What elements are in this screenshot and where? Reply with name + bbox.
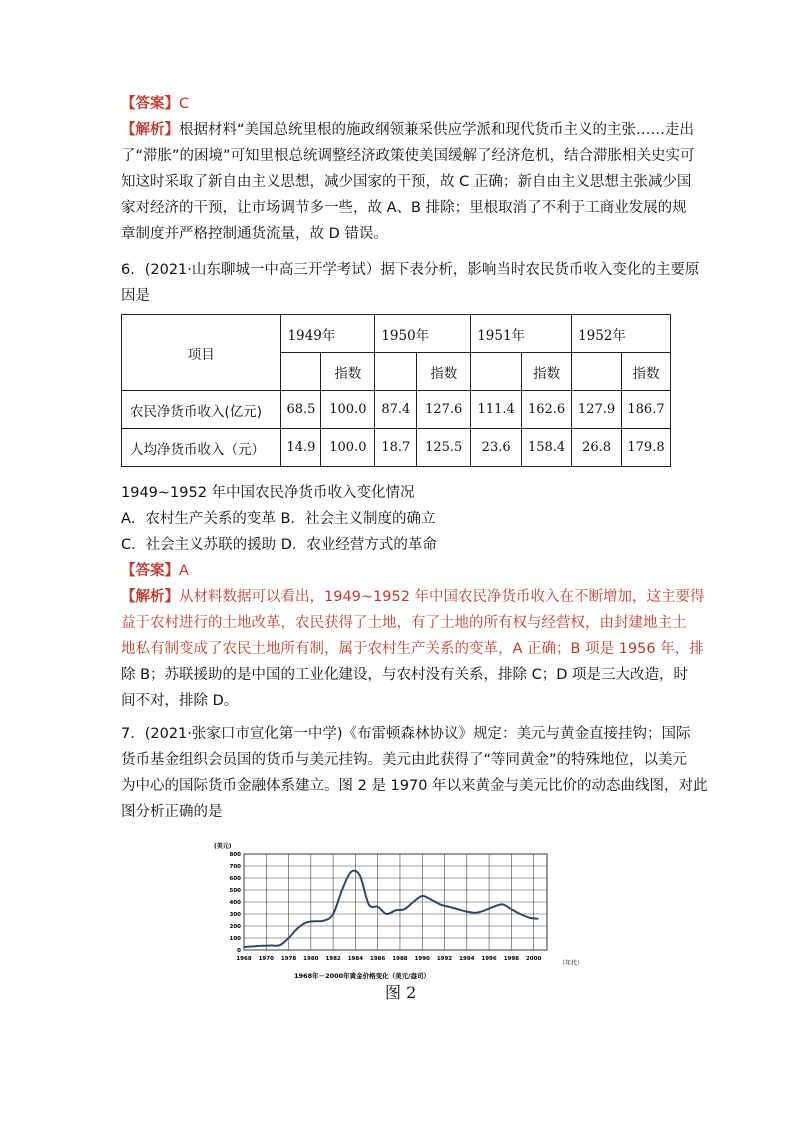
year-header: 1951年 — [471, 315, 572, 353]
data-point — [493, 906, 494, 907]
row-label: 人均净货币收入（元） — [122, 429, 281, 467]
index-header: 指数 — [522, 353, 572, 391]
q7-stem-line-2: 货币基金组织会员国的货币与美元挂钩。美元由此获得了“等同黄金”的特殊地位，以美元 — [121, 752, 688, 768]
answer-tag: 【答案】 — [121, 563, 179, 579]
data-point — [448, 906, 449, 907]
x-tick-label: 1978 — [280, 956, 297, 962]
data-point — [297, 928, 298, 929]
data-point — [279, 945, 280, 946]
table-cell: 125.5 — [417, 429, 471, 467]
table-cell: 162.6 — [522, 391, 572, 429]
index-header: 指数 — [321, 353, 375, 391]
data-point — [520, 913, 521, 914]
answer-tag: 【答案】 — [121, 96, 179, 112]
year-header: 1950年 — [375, 315, 471, 353]
blank-cell — [375, 353, 417, 391]
q6-analysis-line-5: 间不对，排除 D。 — [121, 693, 239, 709]
blank-cell — [572, 353, 622, 391]
table-cell: 18.7 — [375, 429, 417, 467]
x-tick-label: 1970 — [258, 956, 274, 962]
year-header: 1949年 — [281, 315, 375, 353]
data-point — [413, 901, 414, 902]
data-point — [333, 913, 334, 914]
x-tick-labels — [236, 956, 541, 962]
year-header: 1952年 — [572, 315, 671, 353]
q6-analysis-line-4: 除 B；苏联援助的是中国的工业化建设，与农村没有关系，排除 C；D 项是三大改造，时 — [121, 667, 689, 683]
q5-analysis-line-1 — [121, 118, 695, 142]
x-tick-label: 1980 — [303, 956, 319, 962]
q6-analysis-line-3: 地私有制变成了农民土地所有制，属于农村生产关系的变革，A 正确；B 项是 1956 年，排 — [121, 641, 704, 657]
y-tick-label: 300 — [229, 912, 241, 918]
data-point — [386, 913, 387, 914]
figure-label: 图 2 — [385, 983, 417, 1002]
data-point — [475, 912, 476, 913]
y-axis-label: (美元) — [214, 843, 232, 850]
data-points — [243, 871, 538, 947]
index-header: 指数 — [622, 353, 671, 391]
x-tick-label: 1998 — [503, 956, 520, 962]
q6-stem-line-1: 6．(2021·山东聊城一中高三开学考试）据下表分析，影响当时农民货币收入变化的主要原 — [121, 262, 700, 278]
y-tick-label: 0 — [237, 948, 241, 954]
x-tick-label: 1994 — [459, 956, 475, 962]
table-cell: 186.7 — [622, 391, 671, 429]
x-tick-label: 1996 — [481, 956, 497, 962]
data-point — [422, 895, 423, 896]
data-point — [511, 909, 512, 910]
data-point — [368, 904, 369, 905]
table-cell: 100.0 — [321, 429, 375, 467]
q5-answer-line — [121, 92, 681, 116]
x-tick-label: 1986 — [370, 956, 386, 962]
data-point — [252, 946, 253, 947]
data-point — [359, 875, 360, 876]
table-cell: 111.4 — [471, 391, 522, 429]
table-cell: 127.9 — [572, 391, 622, 429]
y-tick-label: 800 — [229, 852, 241, 858]
item-header: 项目 — [122, 315, 281, 391]
y-tick-label: 500 — [229, 888, 241, 894]
q6-stem-line-2: 因是 — [121, 288, 150, 304]
chart-svg — [212, 838, 592, 988]
table-cell: 87.4 — [375, 391, 417, 429]
analysis-tag: 【解析】 — [121, 589, 179, 605]
y-tick-label: 700 — [229, 864, 241, 870]
data-point — [377, 906, 378, 907]
data-point — [270, 945, 271, 946]
data-point — [341, 889, 342, 890]
analysis-text: 根据材料“美国总统里根的施政纲领兼采供应学派和现代货币主义的主张……走出 — [179, 122, 695, 138]
option-line-1: A．农村生产关系的变革 B．社会主义制度的确立 — [121, 511, 436, 527]
x-tick-label: 2000 — [525, 956, 542, 962]
chart-title: 1968年－2000年黄金价格变化（美元/盎司） — [294, 972, 431, 980]
table-cell: 179.8 — [622, 429, 671, 467]
table-cell: 68.5 — [281, 391, 321, 429]
x-tick-label: 1992 — [436, 956, 453, 962]
data-point — [315, 921, 316, 922]
data-point — [457, 909, 458, 910]
q6-answer-line — [121, 559, 681, 583]
y-tick-label: 200 — [229, 924, 241, 930]
blank-cell — [471, 353, 522, 391]
data-point — [288, 937, 289, 938]
gold-price-line — [244, 871, 538, 947]
analysis-tag: 【解析】 — [121, 122, 179, 138]
q5-analysis-line-2: 了“滞胀”的困境”可知里根总统调整经济政策使美国缓解了经济危机，结合滞胀相关史实可 — [121, 148, 695, 164]
table-cell: 14.9 — [281, 429, 321, 467]
x-tick-label: 1990 — [414, 956, 430, 962]
data-point — [502, 904, 503, 905]
answer-value: A — [179, 563, 189, 579]
q7-stem-line-3: 为中心的国际货币金融体系建立。图 2 是 1970 年以来黄金与美元比价的动态曲线图，对此 — [121, 778, 708, 794]
q7-stem-line-1: 7．(2021·张家口市宣化第一中学)《布雷顿森林协议》规定：美元与黄金直接挂钩；国际 — [121, 726, 691, 742]
data-point — [466, 911, 467, 912]
data-point — [243, 946, 244, 947]
q5-analysis-line-5: 章制度并严格控制通货流量，故 D 错误。 — [121, 226, 388, 242]
y-tick-label: 100 — [229, 936, 241, 942]
data-point — [484, 910, 485, 911]
data-point — [404, 909, 405, 910]
data-point — [431, 899, 432, 900]
table-cell: 100.0 — [321, 391, 375, 429]
x-axis-label: （年代） — [559, 960, 584, 967]
answer-value: C — [179, 96, 190, 112]
data-point — [439, 904, 440, 905]
data-point — [306, 922, 307, 923]
y-tick-label: 400 — [229, 900, 241, 906]
table-row — [122, 429, 671, 467]
option-line-2: C．社会主义苏联的援助 D．农业经营方式的革命 — [121, 537, 437, 553]
q5-analysis-line-3: 知这时采取了新自由主义思想，减少国家的干预，故 C 正确；新自由主义思想主张减少国 — [121, 174, 692, 190]
table-cell: 23.6 — [471, 429, 522, 467]
income-table — [121, 314, 671, 467]
analysis-text: 从材料数据可以看出，1949~1952 年中国农民净货币收入在不断增加，这主要得 — [179, 589, 705, 605]
data-point — [395, 910, 396, 911]
data-point — [261, 945, 262, 946]
table-cell: 158.4 — [522, 429, 572, 467]
q6-analysis-line-1 — [121, 585, 705, 609]
x-tick-label: 1982 — [325, 956, 341, 962]
blank-cell — [281, 353, 321, 391]
y-tick-label: 600 — [229, 876, 241, 882]
x-tick-label: 1984 — [347, 956, 364, 962]
gold-price-chart — [212, 838, 592, 988]
table-row — [122, 391, 671, 429]
data-point — [537, 918, 538, 919]
q7-stem-line-4: 图分析正确的是 — [121, 804, 223, 820]
data-point — [324, 920, 325, 921]
index-header: 指数 — [417, 353, 471, 391]
x-tick-label: 1988 — [392, 956, 408, 962]
chart-grid — [244, 854, 547, 950]
table-caption: 1949~1952 年中国农民净货币收入变化情况 — [121, 485, 415, 501]
q6-analysis-line-2: 益于农村进行的土地改革，农民获得了土地，有了土地的所有权与经营权，由封建地主土 — [121, 615, 687, 631]
table-header-row — [122, 315, 671, 353]
q5-analysis-line-4: 家对经济的干预，让市场调节多一些，故 A、B 排除；里根取消了不利于工商业发展的规 — [121, 200, 687, 216]
x-tick-label: 1968 — [236, 956, 252, 962]
table-cell: 127.6 — [417, 391, 471, 429]
y-tick-labels — [230, 852, 242, 954]
table-cell: 26.8 — [572, 429, 622, 467]
data-point — [350, 871, 351, 872]
row-label: 农民净货币收入(亿元) — [122, 391, 281, 429]
data-point — [529, 917, 530, 918]
